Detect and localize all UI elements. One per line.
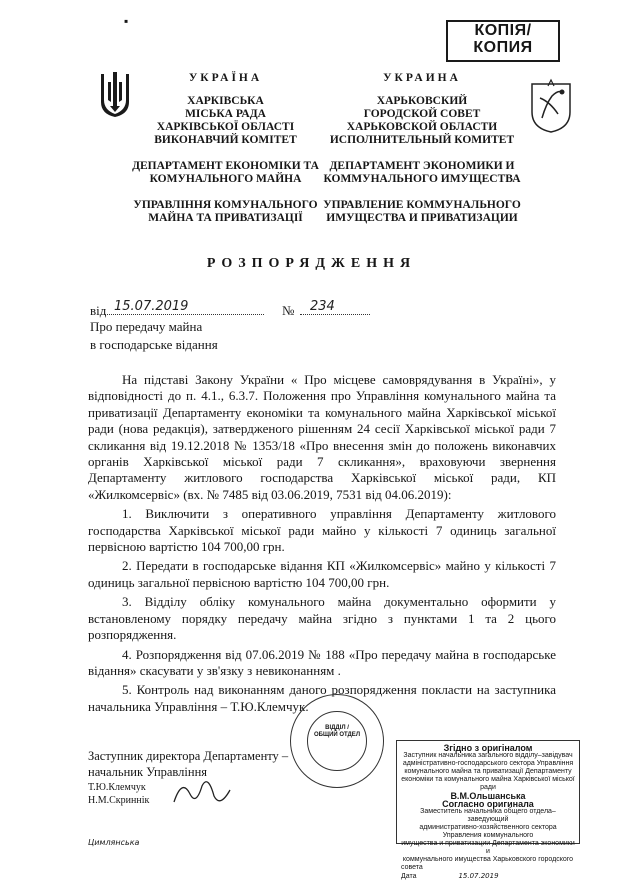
conformity-stamp-line: совета (401, 864, 423, 871)
header-right-country: УКРАИНА (383, 72, 461, 84)
conformity-stamp-date-label: Дата (401, 873, 417, 880)
copy-stamp (446, 20, 560, 62)
conformity-stamp-line: Заместитель начальника общего отдела–заведующий (420, 808, 556, 823)
subject-line-1: Про передачу майна (90, 319, 203, 334)
document-body (88, 372, 556, 715)
executor-1: Т.Ю.Клемчук (88, 782, 146, 793)
header-right-org-3: ХАРЬКОВСКОЙ ОБЛАСТИ (346, 121, 498, 133)
round-stamp-text-1: ВІДДІЛ / (325, 725, 349, 731)
header-right-unit-1: УПРАВЛЕНИЕ КОММУНАЛЬНОГО (323, 199, 521, 211)
paragraph-item-5: 5. Контроль над виконанням даного розпорядження покласти на заступника начальника Управління – Т.Ю.Клемчук. (88, 682, 556, 714)
conformity-stamp-line: економіки та комунального майна Харківської міської ради (401, 776, 575, 791)
paragraph-item-4: 4. Розпорядження від 07.06.2019 № 188 «Про передачу майна в господарське відання» скасувати у зв'язку з невиконанням . (88, 646, 556, 678)
conformity-stamp-line: имущества и приватизации Департамента экономики и (401, 840, 575, 855)
header-left-unit-1: УПРАВЛІННЯ КОМУНАЛЬНОГО (133, 199, 318, 211)
header-left-org-3: ХАРКІВСЬКОЇ ОБЛАСТІ (156, 121, 295, 133)
conformity-stamp-title-ua: Згідно з оригіналом (443, 743, 533, 753)
header-right-org-2: ГОРОДСКОЙ СОВЕТ (363, 108, 481, 120)
number-label: № (282, 303, 295, 318)
paragraph-item-1: 1. Виключити з оперативного управління Департаменту житлового господарства Харківської міської ради майно у кількості 7 одиниць загальної первісною вартістю 104 700,00 грн. (88, 506, 556, 555)
round-stamp-text-2: ОБЩИЙ ОТДЕЛ (313, 732, 361, 738)
paragraph-item-3: 3. Відділу обліку комунального майна документально оформити у встановленому порядку передачу майна згідно з пунктами 1 та 2 цього розпорядження. (88, 594, 556, 643)
date-value: 15.07.2019 (104, 299, 264, 315)
margin-mark: ▪ (124, 14, 129, 28)
conformity-stamp (396, 740, 580, 880)
paragraph-item-2: 2. Передати в господарське відання КП «Жилкомсервіс» майно у кількості 7 одиниць загальної первісною вартістю 104 700,00 грн. (88, 558, 556, 590)
conformity-stamp-line: Заступник начальника загального відділу–завідувач (403, 752, 573, 759)
header-left-dept-2: КОМУНАЛЬНОГО МАЙНА (149, 173, 302, 185)
date-label: від (90, 303, 107, 318)
copy-stamp-line1: КОПІЯ/ (474, 22, 532, 39)
conformity-stamp-line: Управления коммунального (442, 832, 534, 839)
signature-position-2: начальник Управління (88, 765, 208, 779)
conformity-stamp-title-ru: Согласно оригинала (442, 799, 534, 809)
header-right-dept-2: КОММУНАЛЬНОГО ИМУЩЕСТВА (323, 173, 521, 185)
conformity-stamp-line: комунального майна та приватизації Департаменту (404, 768, 572, 775)
signature-position-1: Заступник директора Департаменту – (88, 749, 289, 763)
header-right-unit-2: ИМУЩЕСТВА И ПРИВАТИЗАЦИИ (326, 212, 518, 224)
document-subject (90, 318, 218, 354)
header-right-dept-1: ДЕПАРТАМЕНТ ЭКОНОМИКИ И (329, 160, 515, 172)
handwritten-signature-icon (170, 772, 240, 812)
paragraph-preamble: На підставі Закону України « Про місцеве самоврядування в Україні», у відповідності до п. 4.1., 6.3.7. Положення про Управління комунального майна та приватизації Департаменту економіки та комунального майна Харківської міської ради (нова редакція), затвердженого рішенням 24 сесії Харківської міської ради 7 скликання від 19.12.2018 № 1353/18 «Про внесення змін до положень виконавчих органів Харківської міської ради 7 скликання», враховуючи звернення Департаменту житлового господарства Харківської міської ради, КП «Жилкомсервіс» (вх. № 7485 від 03.06.2019, 7531 від 04.06.2019): (88, 372, 556, 502)
header-right-org-1: ХАРЬКОВСКИЙ (376, 95, 468, 107)
subject-line-2: в господарське відання (90, 337, 218, 352)
conformity-stamp-line: адміністративно-господарського сектора Управління (402, 760, 574, 767)
header-left-dept-1: ДЕПАРТАМЕНТ ЕКОНОМІКИ ТА (132, 160, 319, 172)
header-right-org-4: ИСПОЛНИТЕЛЬНЫЙ КОМИТЕТ (329, 134, 515, 146)
document-title: РОЗПОРЯДЖЕННЯ (206, 256, 417, 271)
number-value: 234 (300, 299, 370, 315)
conformity-stamp-line: административно-хозяйственного сектора (419, 824, 557, 831)
executor-2: Н.М.Скриннік (88, 795, 150, 806)
header-left (118, 72, 333, 225)
header-right (316, 72, 528, 225)
header-left-unit-2: МАЙНА ТА ПРИВАТИЗАЦІЇ (148, 212, 303, 224)
conformity-stamp-line: коммунального имущества Харьковского городского (402, 856, 574, 863)
header-left-org-4: ВИКОНАВЧИЙ КОМІТЕТ (154, 134, 297, 146)
copy-stamp-line2: КОПИЯ (473, 39, 533, 56)
conformity-stamp-name: В.М.Ольшанська (450, 791, 526, 801)
header-left-country: УКРАЇНА (188, 72, 263, 84)
conformity-stamp-date: 15.07.2019 (458, 872, 499, 880)
header-left-org-2: МІСЬКА РАДА (185, 108, 266, 120)
round-seal-stamp (290, 694, 384, 788)
kharkiv-coat-of-arms-icon (528, 78, 574, 134)
header-left-org-1: ХАРКІВСЬКА (187, 95, 264, 107)
agreed-signature: Цимлянська (88, 838, 140, 847)
